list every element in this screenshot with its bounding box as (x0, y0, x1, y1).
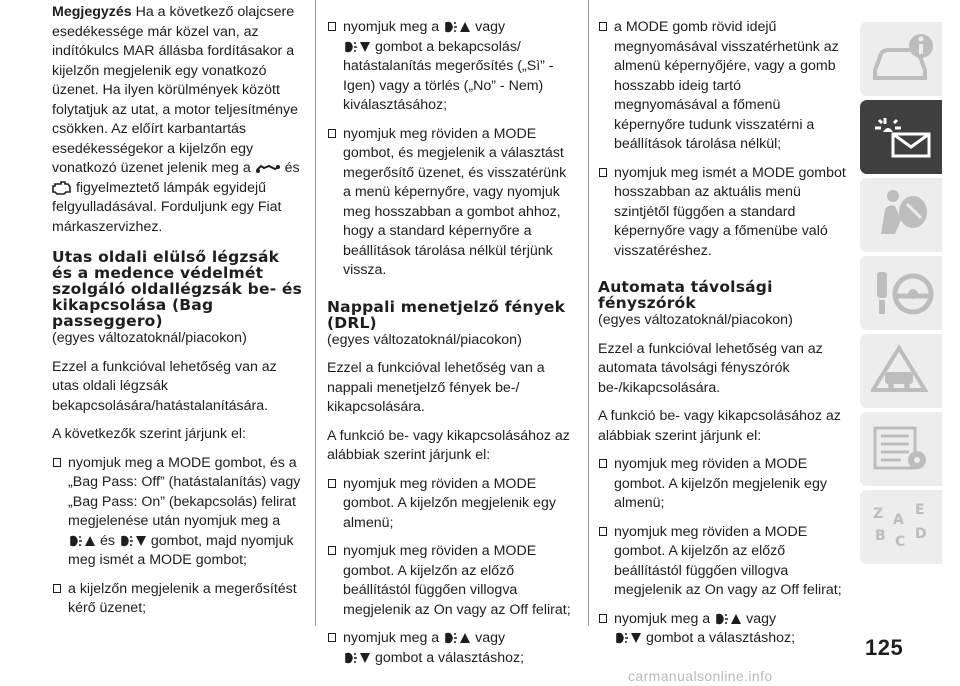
step-or: vagy (475, 19, 506, 35)
step-text: gombot a bekapcsolás/ hatástalanítás megerősítés („Sì” - Igen) vagy a törlés („No” - Nem) kiválasztásához; (343, 38, 554, 113)
step-text: gombot a választáshoz; (645, 630, 796, 646)
key-steering-icon (871, 266, 935, 318)
tab-safety[interactable] (860, 178, 942, 252)
airbag-para-1: Ezzel a funkcióval lehetőség van az utas oldali légzsák bekapcsolására/hatástalanítására. (52, 358, 277, 414)
highbeam-para-1: Ezzel a funkcióval lehetőség van az automata távolsági fényszórók be-/kikapcsolására. (598, 340, 823, 396)
column-3-steps (598, 18, 848, 261)
highbeam-subtitle: (egyes változatoknál/piacokon) (598, 312, 793, 328)
column-2 (327, 18, 577, 677)
drl-subtitle: (egyes változatoknál/piacokon) (327, 331, 522, 348)
wrench-spanner-icon (255, 161, 281, 175)
light-down-arrow-icon (343, 40, 371, 54)
list-item: nyomjuk meg röviden a MODE gombot, és megjelenik a választást megerősítő üzenet, és visszatérünk a menü képernyőre, vagy nyomjuk meg hosszabban a gombot ahhoz, hogy a standard képernyőre a beállítások tárolása nélkül térjünk vissza. (327, 125, 577, 281)
step-and: és (99, 532, 115, 549)
list-item (52, 454, 304, 571)
light-up-arrow-icon (68, 534, 96, 548)
drl-para-2: A funkció be- vagy kikapcsolásához az alábbiak szerint járjunk el: (327, 427, 570, 463)
airbag-person-icon (871, 188, 935, 240)
drl-heading: Nappali menetjelző fények (DRL) (327, 297, 566, 332)
alphabet-index-icon (871, 500, 935, 552)
list-item: nyomjuk meg röviden a MODE gombot. A kijelzőn megjelenik egy almenü; (327, 475, 577, 534)
list-item (327, 18, 577, 116)
svg-text:D: D (915, 526, 927, 542)
car-info-icon (871, 32, 935, 84)
highbeam-para-2: A funkció be- vagy kikapcsolásához az alábbiak szerint járjunk el: (598, 408, 841, 444)
tab-warning-lights[interactable] (860, 100, 942, 174)
warning-light-mail-icon (871, 110, 935, 162)
step-text: gombot a választáshoz; (374, 649, 525, 666)
airbag-para-2: A következők szerint járjunk el: (52, 426, 246, 442)
light-up-arrow-icon (714, 612, 742, 626)
list-item: nyomjuk meg röviden a MODE gombot. A kijelzőn az előző beállítástól függően villogva megjelenik az On vagy az Off felirat; (327, 542, 577, 620)
section-tabs (860, 22, 942, 568)
light-up-arrow-icon (443, 631, 471, 645)
watermark: carmanualsonline.info (628, 668, 773, 684)
airbag-subtitle: (egyes változatoknál/piacokon) (52, 330, 247, 346)
column-divider-1 (315, 0, 316, 626)
tab-index[interactable] (860, 490, 942, 564)
note-text: Ha a következő olajcsere esedékessége már közel van, az indítókulcs MAR állásba fordításakor a kijelzőn megjelenik egy vonatkozó üzenet. Ha ilyen körülmények között folytatjuk az utat, a motor teljesítménye csökken. Az előírt karbantartás esedékességekor a kijelzőn egy vonatkozó üzenet jelenik meg a (52, 4, 299, 176)
column-2-steps (327, 18, 577, 281)
engine-check-icon (52, 181, 72, 195)
airbag-heading: Utas oldali elülső légzsák és a medence védelmét szolgáló oldallégzsák be- és kikapcsolása (Bag passeggero) (52, 248, 303, 330)
svg-text:A: A (893, 512, 904, 528)
airbag-steps (52, 454, 304, 619)
step-text: nyomjuk meg a (343, 630, 440, 646)
note-label: Megjegyzés (52, 4, 132, 20)
column-divider-2 (588, 0, 589, 626)
drl-para-1: Ezzel a funkcióval lehetőség van a nappali menetjelző fények be-/ kikapcsolására. (327, 360, 545, 415)
step-or: vagy (746, 610, 777, 627)
tab-starting-driving[interactable] (860, 256, 942, 330)
tab-car-info[interactable] (860, 22, 942, 96)
list-item (327, 629, 577, 668)
step-text: nyomjuk meg a MODE gombot, és a „Bag Pass: Off” (hatástalanítás) vagy „Bag Pass: On” (bekapcsolás) felirat megjelenése után nyomjuk meg a (68, 454, 301, 529)
list-item: a kijelzőn megjelenik a megerősítést kérő üzenet; (52, 580, 304, 619)
tab-maintenance[interactable] (860, 412, 942, 486)
light-down-arrow-icon (119, 534, 147, 548)
service-note (52, 3, 304, 237)
list-item: nyomjuk meg röviden a MODE gombot. A kijelzőn megjelenik egy almenü; (598, 455, 848, 514)
light-up-arrow-icon (443, 20, 471, 34)
list-item (598, 610, 848, 649)
highbeam-heading: Automata távolsági fényszórók (598, 278, 773, 312)
svg-text:B: B (875, 528, 886, 544)
list-item: nyomjuk meg röviden a MODE gombot. A kijelzőn az előző beállítástól függően villogva megjelenik az On vagy az Off felirat; (598, 523, 848, 601)
list-item: a MODE gomb rövid idejű megnyomásával visszatérhetünk az almenü képernyőjére, vagy a gomb hosszabb ideig tartó megnyomásával a főmenü képernyőre tudunk visszatérni a beállítások tárolása nélkül; (598, 18, 848, 155)
step-text: nyomjuk meg a (614, 610, 711, 627)
svg-text:Z: Z (873, 506, 884, 522)
light-down-arrow-icon (343, 651, 371, 665)
warning-triangle-car-icon (871, 344, 935, 396)
note-and: és (284, 160, 300, 176)
page-number: 125 (865, 635, 904, 660)
step-text: nyomjuk meg a (343, 19, 440, 35)
settings-list-icon (871, 422, 935, 474)
step-text: gombot, majd nyomjuk meg ismét a MODE gombot; (68, 532, 294, 568)
svg-text:E: E (915, 502, 925, 518)
light-down-arrow-icon (614, 631, 642, 645)
column-1 (52, 3, 304, 628)
tab-emergency[interactable] (860, 334, 942, 408)
highbeam-steps (598, 455, 848, 649)
svg-text:C: C (895, 534, 906, 550)
list-item: nyomjuk meg ismét a MODE gombot hosszabban az aktuális menü szintjétől függően a standard képernyőre vagy a főmenübe való visszatéréshez. (598, 164, 848, 262)
note-end: figyelmeztető lámpák egyidejű felgyulladásával. Forduljunk egy Fiat márkaszervizhez. (52, 179, 282, 235)
step-or: vagy (475, 630, 506, 646)
column-3 (598, 18, 848, 658)
drl-steps (327, 475, 577, 669)
